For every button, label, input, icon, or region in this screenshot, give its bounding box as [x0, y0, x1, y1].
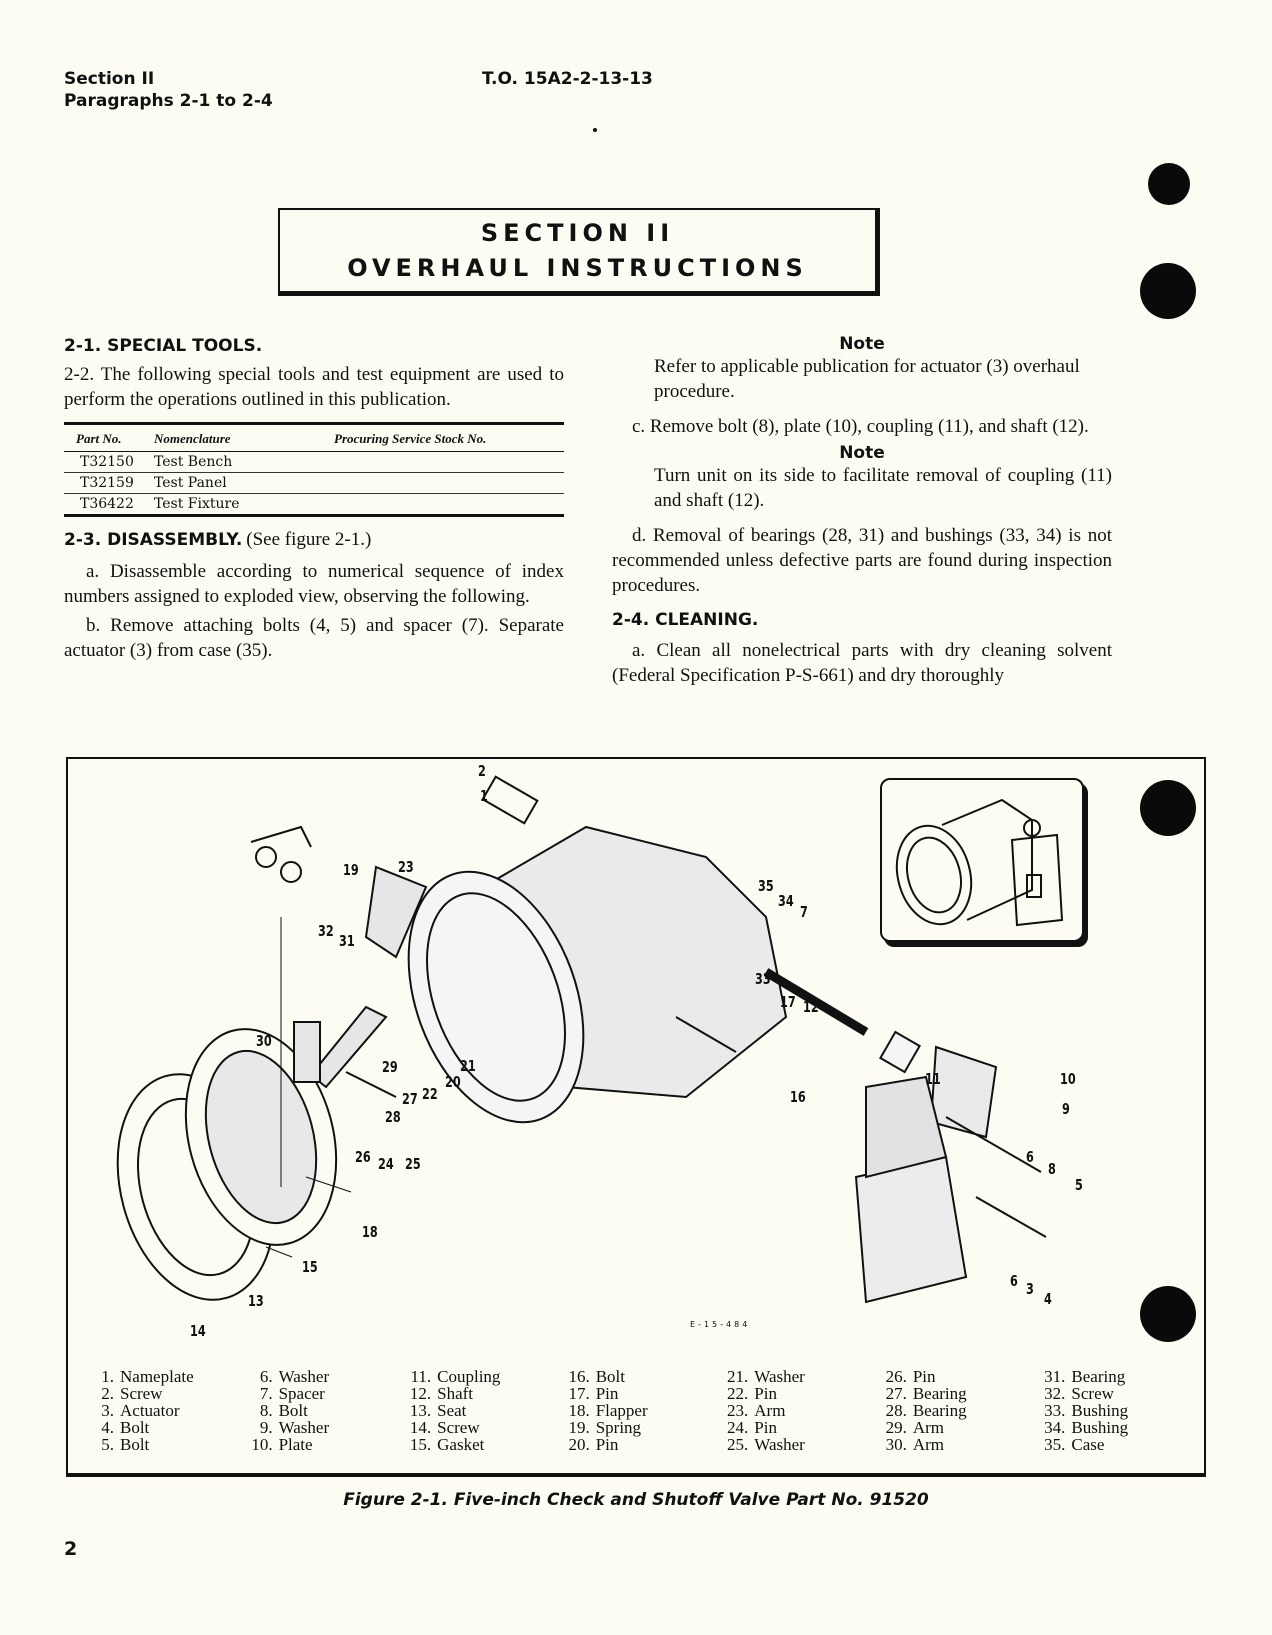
callout-label: 34 — [778, 892, 794, 910]
callout-label: 1 — [480, 787, 488, 805]
callout-label: 9 — [1062, 1100, 1070, 1118]
note-title: Note — [839, 334, 885, 354]
legend-item: 17. Pin — [568, 1384, 619, 1403]
legend-item: 25. Washer — [727, 1435, 805, 1454]
legend-item: 20. Pin — [568, 1435, 619, 1454]
legend-item: 29. Arm — [885, 1418, 945, 1437]
step-b: b. Remove attaching bolts (4, 5) and spacer (7). Separate actuator (3) from case (35). — [64, 615, 564, 661]
legend-column — [883, 1368, 1042, 1453]
callout-label: 10 — [1060, 1070, 1076, 1088]
legend-item: 23. Arm — [727, 1401, 786, 1420]
step-d: d. Removal of bearings (28, 31) and bushings (33, 34) is not recommended unless defective parts are found during inspection procedures. — [612, 525, 1112, 596]
callout-label: 31 — [339, 932, 355, 950]
legend-item: 1. Nameplate — [101, 1367, 194, 1386]
legend-item: 35. Case — [1044, 1435, 1105, 1454]
table-row — [64, 452, 564, 473]
note-text: Refer to applicable publication for actuator (3) overhaul procedure. — [654, 356, 1080, 402]
callout-label: 7 — [800, 903, 808, 921]
callout-label: 20 — [445, 1073, 461, 1091]
callout-label: 32 — [318, 922, 334, 940]
callout-label: 22 — [422, 1085, 438, 1103]
callout-label: 13 — [248, 1292, 264, 1310]
legend-item: 31. Bearing — [1044, 1367, 1126, 1386]
legend-item: 30. Arm — [885, 1435, 945, 1454]
legend-item: 15. Gasket — [409, 1435, 485, 1454]
heading-disassembly-line — [64, 529, 564, 551]
callout-label: 28 — [385, 1108, 401, 1126]
col-part-no: Part No. — [64, 424, 154, 452]
step-a: a. Disassemble according to numerical sequence of index numbers assigned to exploded view, observing the following. — [64, 561, 564, 607]
callout-label: 6 — [1010, 1272, 1018, 1290]
legend-item: 5. Bolt — [101, 1435, 150, 1454]
legend-item: 8. Bolt — [259, 1401, 308, 1420]
callout-label: 33 — [755, 970, 771, 988]
callout-label: 25 — [405, 1155, 421, 1173]
callout-label: 30 — [256, 1032, 272, 1050]
header-to-number: T.O. 15A2-2-13-13 — [482, 69, 653, 89]
legend-item: 28. Bearing — [885, 1401, 967, 1420]
callout-label: 27 — [402, 1090, 418, 1108]
legend-item: 26. Pin — [885, 1367, 936, 1386]
heading-special-tools: 2-1. SPECIAL TOOLS. — [64, 336, 263, 356]
callout-label: 23 — [398, 858, 414, 876]
cell-nomenclature: Test Fixture — [154, 494, 334, 516]
callout-label: 24 — [378, 1155, 394, 1173]
header-paragraphs: Paragraphs 2-1 to 2-4 — [64, 91, 273, 111]
legend-item: 16. Bolt — [568, 1367, 625, 1386]
cell-stock-no — [334, 494, 564, 516]
legend-item: 10. Plate — [251, 1435, 313, 1454]
binder-hole-icon — [1140, 263, 1196, 319]
note-text: Turn unit on its side to facilitate removal of coupling (11) and shaft (12). — [654, 465, 1112, 511]
callout-label: 14 — [190, 1322, 206, 1340]
page-number: 2 — [64, 1538, 78, 1560]
table-header-row — [64, 424, 564, 452]
cell-stock-no — [334, 473, 564, 494]
parts-legend — [90, 1368, 1200, 1453]
callout-label: 12 — [803, 998, 819, 1016]
callout-label: 17 — [780, 993, 796, 1011]
callout-label: 29 — [382, 1058, 398, 1076]
legend-item: 9. Washer — [259, 1418, 330, 1437]
callout-label: 2 — [478, 762, 486, 780]
callout-label: 5 — [1075, 1176, 1083, 1194]
heading-cleaning: 2-4. CLEANING. — [612, 610, 759, 630]
assembled-view-inset — [880, 778, 1084, 942]
legend-item: 34. Bushing — [1044, 1418, 1129, 1437]
callout-label: 3 — [1026, 1280, 1034, 1298]
legend-item: 21. Washer — [727, 1367, 805, 1386]
legend-column — [1041, 1368, 1200, 1453]
heading-disassembly: 2-3. DISASSEMBLY. — [64, 530, 243, 550]
callout-label: 21 — [460, 1057, 476, 1075]
legend-column — [90, 1368, 249, 1453]
callout-label: 18 — [362, 1223, 378, 1241]
speck-mark — [593, 128, 597, 132]
left-column — [64, 336, 564, 663]
cell-part-no: T32150 — [64, 452, 154, 473]
figure-caption: Figure 2-1. Five-inch Check and Shutoff Valve Part No. 91520 — [343, 1490, 929, 1510]
cell-part-no: T36422 — [64, 494, 154, 516]
legend-column — [407, 1368, 566, 1453]
figure-reference: (See figure 2-1.) — [246, 529, 372, 550]
callout-label: 35 — [758, 877, 774, 895]
callout-label: 16 — [790, 1088, 806, 1106]
section-number: SECTION II — [480, 219, 675, 247]
section-title: OVERHAUL INSTRUCTIONS — [347, 254, 808, 282]
legend-item: 4. Bolt — [101, 1418, 150, 1437]
legend-column — [724, 1368, 883, 1453]
step-c: c. Remove bolt (8), plate (10), coupling (11), and shaft (12). — [632, 416, 1089, 437]
legend-item: 7. Spacer — [259, 1384, 325, 1403]
section-title-box — [278, 208, 880, 296]
drawing-id: E-15-484 — [690, 1320, 751, 1329]
legend-item: 18. Flapper — [568, 1401, 648, 1420]
legend-column — [566, 1368, 725, 1453]
callout-label: 8 — [1048, 1160, 1056, 1178]
callout-label: 11 — [925, 1070, 941, 1088]
header-section: Section II — [64, 69, 155, 89]
binder-hole-icon — [1148, 163, 1190, 205]
assembled-valve-drawing — [882, 780, 1082, 940]
callout-label: 19 — [343, 861, 359, 879]
cell-nomenclature: Test Bench — [154, 452, 334, 473]
legend-item: 11. Coupling — [410, 1367, 501, 1386]
col-nomenclature: Nomenclature — [154, 424, 334, 452]
cleaning-step-a: a. Clean all nonelectrical parts with dry cleaning solvent (Federal Specification P-S-661) and dry thoroughly — [612, 640, 1112, 686]
callout-label: 26 — [355, 1148, 371, 1166]
callout-label: 15 — [302, 1258, 318, 1276]
note-title: Note — [839, 443, 885, 463]
legend-item: 13. Seat — [409, 1401, 467, 1420]
right-column — [612, 334, 1112, 688]
col-stock-no: Procuring Service Stock No. — [334, 424, 564, 452]
legend-column — [249, 1368, 408, 1453]
legend-item: 22. Pin — [727, 1384, 777, 1403]
legend-item: 3. Actuator — [101, 1401, 180, 1420]
callout-label: 6 — [1026, 1148, 1034, 1166]
paragraph-2-2: 2-2. The following special tools and test equipment are used to perform the operations outlined in this publication. — [64, 364, 564, 410]
legend-item: 6. Washer — [259, 1367, 330, 1386]
legend-item: 14. Screw — [409, 1418, 480, 1437]
legend-item: 27. Bearing — [885, 1384, 967, 1403]
legend-item: 19. Spring — [568, 1418, 642, 1437]
legend-item: 24. Pin — [727, 1418, 777, 1437]
cell-part-no: T32159 — [64, 473, 154, 494]
table-row — [64, 494, 564, 516]
callout-label: 4 — [1044, 1290, 1052, 1308]
table-row — [64, 473, 564, 494]
special-tools-table — [64, 422, 564, 517]
legend-item: 33. Bushing — [1044, 1401, 1129, 1420]
legend-item: 12. Shaft — [409, 1384, 474, 1403]
legend-item: 2. Screw — [101, 1384, 163, 1403]
cell-stock-no — [334, 452, 564, 473]
legend-item: 32. Screw — [1044, 1384, 1114, 1403]
cell-nomenclature: Test Panel — [154, 473, 334, 494]
